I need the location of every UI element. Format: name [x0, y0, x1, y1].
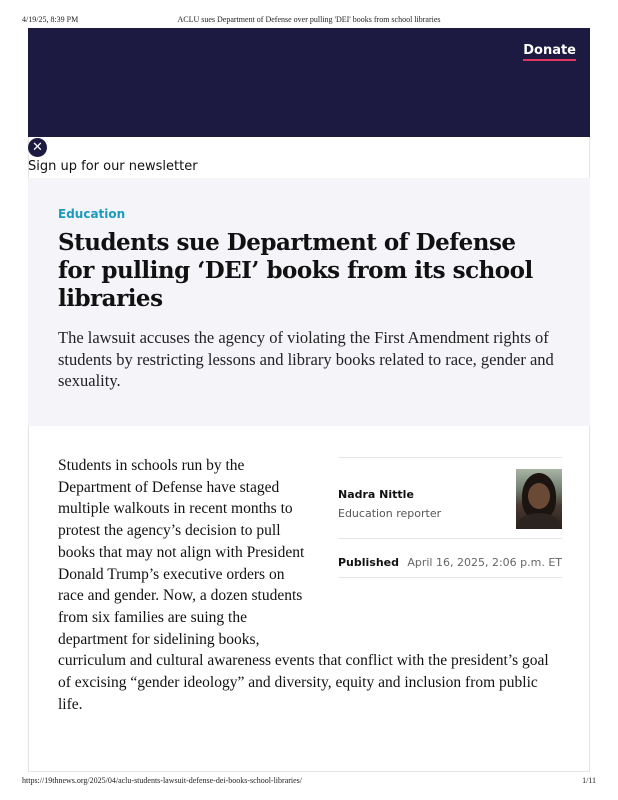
donate-link[interactable]: Donate — [523, 43, 576, 61]
article-category-link[interactable]: Education — [58, 207, 126, 221]
article-dek: The lawsuit accuses the agency of violating the First Amendment rights of students by restricting lessons and library books related to race, gender and sexuality. — [58, 328, 554, 390]
author-name-link[interactable]: Nadra Nittle — [338, 488, 414, 501]
article-body — [58, 455, 562, 715]
print-header — [22, 15, 596, 27]
byline-divider-bottom — [338, 577, 562, 578]
print-date: 4/19/25, 8:39 PM — [22, 15, 79, 24]
article-headline: Students sue Department of Defense for pulling ‘DEI’ books from its school libraries — [58, 229, 533, 312]
close-icon: ✕ — [32, 140, 43, 155]
avatar-shoulders — [518, 513, 560, 529]
published-label: Published — [338, 556, 400, 569]
print-page-title: ACLU sues Department of Defense over pulling 'DEI' books from school libraries — [177, 15, 441, 24]
published-date: April 16, 2025, 2:06 p.m. ET — [407, 556, 562, 569]
author-avatar — [516, 469, 562, 529]
article-body-paragraph: Students in schools run by the Department of Defense have staged multiple walkouts in recent months to protest the agency’s decision to pull books that may not align with President Donald Trump’s executive orders on race and gender. Now, a dozen students from six families are suing the department for sidelining books, curriculum and cultural awareness events that conflict with the president’s goal of excising “gender ideology” and diversity, equity and inclusion from public life. — [58, 457, 549, 713]
byline-box — [338, 455, 562, 641]
byline-divider-middle — [338, 538, 562, 539]
avatar-face — [528, 483, 550, 509]
byline-divider-top — [338, 457, 562, 458]
article-hero — [28, 178, 590, 426]
print-url: https://19thnews.org/2025/04/aclu-students-lawsuit-defense-dei-books-school-libraries/ — [22, 776, 303, 785]
print-footer — [22, 776, 596, 788]
site-banner — [28, 28, 590, 137]
newsletter-close-button[interactable] — [28, 138, 47, 157]
print-page-number: 1/11 — [582, 776, 596, 785]
newsletter-signup-link[interactable]: Sign up for our newsletter — [28, 159, 198, 174]
author-role: Education reporter — [338, 507, 442, 520]
